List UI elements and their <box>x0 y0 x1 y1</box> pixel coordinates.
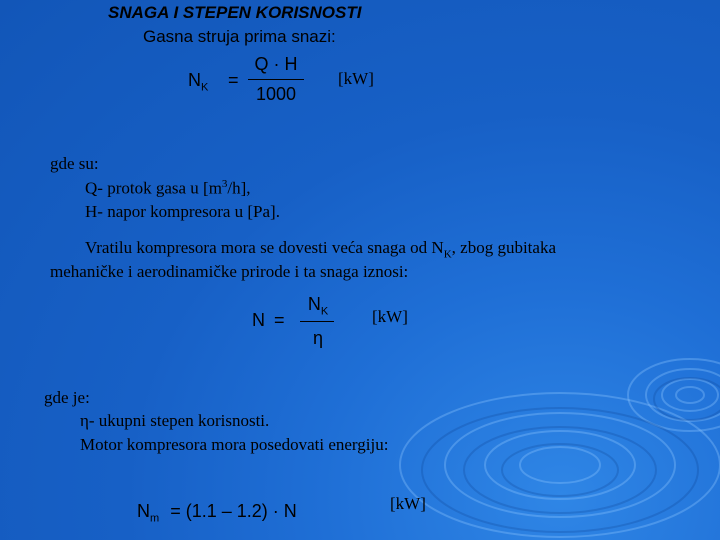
formula-numerator: $N_K$ <box>307 294 329 318</box>
definition-h: H- napor kompresora u [Pa]. <box>85 202 280 221</box>
formula-denominator: η <box>312 328 323 348</box>
formula-rhs: = (1.1 – 1.2) · N <box>170 501 297 521</box>
formula-denominator: 1000 <box>255 84 297 104</box>
fraction-bar <box>248 79 304 80</box>
paragraph-line-1: Vratilu kompresora mora se dovesti veća snaga od $N_K$, zbog gubitaka <box>85 238 556 261</box>
formula-equals: = <box>274 310 285 330</box>
formula-unit: [kW] <box>390 494 426 513</box>
formula-power-n <box>252 294 342 352</box>
formula-lhs: $N_K$ <box>188 70 209 94</box>
paragraph-line-2: mehaničke i aerodinamičke prirode i ta snaga iznosi: <box>50 262 409 281</box>
fraction-bar <box>300 321 334 322</box>
formula-unit: [kW] <box>338 69 374 88</box>
definition-q: Q- protok gasa u $[m^3/h]$, <box>85 178 251 198</box>
definitions-intro: gde su: <box>50 154 99 173</box>
definition-eta: η- ukupni stepen korisnosti. <box>80 411 270 430</box>
slide-title: SNAGA I STEPEN KORISNOSTI <box>108 3 362 22</box>
formula-equals: = <box>228 70 239 90</box>
formula-motor-power <box>137 501 297 525</box>
formula-lhs: N <box>252 310 265 330</box>
definitions-intro: gde je: <box>44 388 90 407</box>
formula-power-nk <box>188 54 318 108</box>
motor-energy-text: Motor kompresora mora posedovati energiju: <box>80 435 389 454</box>
formula-lhs: $N_m$ <box>137 501 160 525</box>
formula-numerator: Q · H <box>254 54 298 74</box>
slide-subtitle: Gasna struja prima snazi: <box>143 27 336 46</box>
formula-unit: [kW] <box>372 307 408 326</box>
